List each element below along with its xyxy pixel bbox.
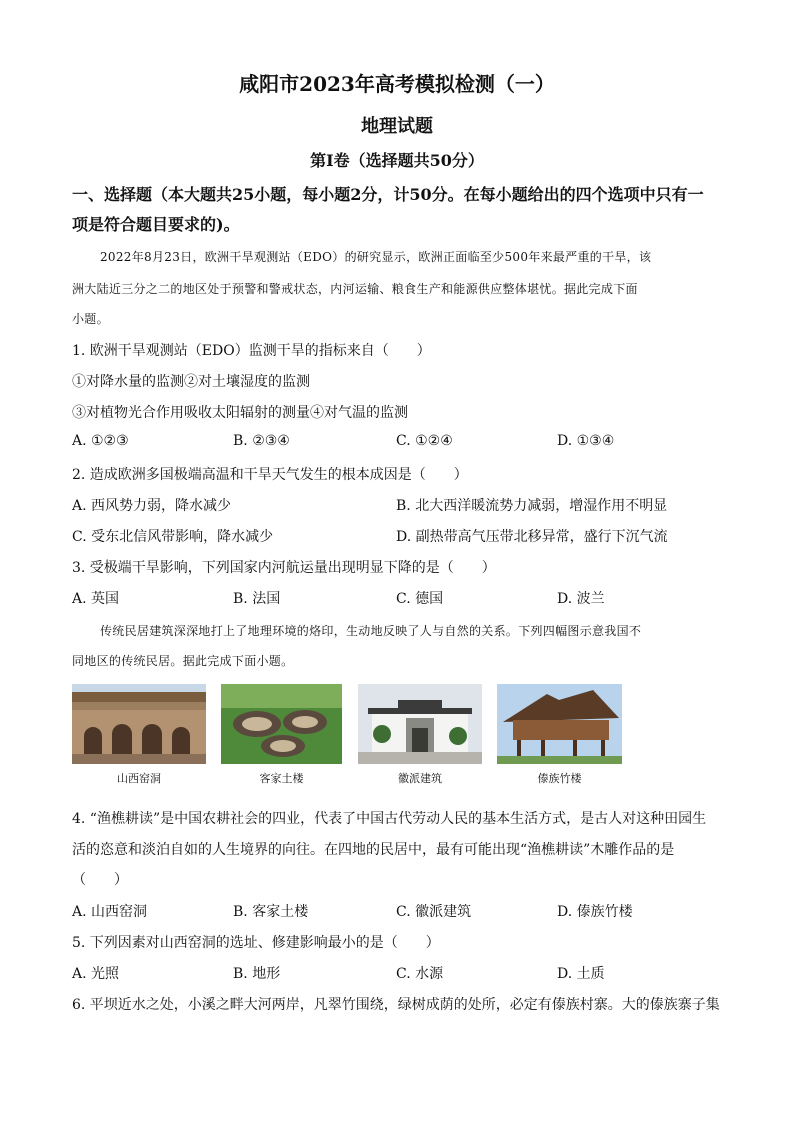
q4-stem-line3: （ ） (72, 872, 128, 888)
photo-caption-3: 徽派建筑 (398, 772, 442, 785)
q5-option-d: D. 土质 (557, 966, 605, 982)
q2-stem: 2. 造成欧洲多国极端高温和干旱天气发生的根本成因是（ ） (72, 467, 468, 483)
q1-option-d: D. ①③④ (557, 433, 615, 449)
q1-line2: ①对降水量的监测②对土壤湿度的监测 (72, 374, 310, 390)
q4-stem-line1: 4. “渔樵耕读”是中国农耕社会的四业，代表了中国古代劳动人民的基本生活方式，是古人对这种田园生 (72, 811, 707, 827)
q1-stem: 1. 欧洲干旱观测站（EDO）监测干旱的指标来自（ ） (72, 343, 431, 359)
photo-caption-4: 傣族竹楼 (537, 772, 582, 785)
q1-option-b: B. ②③④ (233, 433, 290, 449)
q5-option-b: B. 地形 (233, 966, 281, 982)
q3-option-d: D. 波兰 (557, 591, 605, 607)
photo-huizhou-architecture (358, 684, 482, 764)
q2-option-b: B. 北大西洋暖流势力减弱，增湿作用不明显 (396, 498, 668, 514)
q1-option-c: C. ①②④ (396, 433, 453, 449)
photo-caption-1: 山西窑洞 (117, 772, 161, 785)
photo-shanxi-cave-dwelling (72, 684, 206, 764)
q1-line3: ③对植物光合作用吸收太阳辐射的测量④对气温的监测 (72, 405, 408, 421)
q2-option-c: C. 受东北信风带影响，降水减少 (72, 529, 274, 545)
exam-title: 咸阳市2023年高考模拟检测（一） (239, 72, 555, 96)
q5-stem: 5. 下列因素对山西窑洞的选址、修建影响最小的是（ ） (72, 935, 440, 951)
photo-hakka-tulou (221, 684, 342, 764)
part-title: 第Ⅰ卷（选择题共50分） (310, 151, 484, 170)
section-heading-line2: 项是符合题目要求的)。 (72, 215, 240, 234)
photo-dai-bamboo-house (497, 684, 622, 764)
q5-option-a: A. 光照 (72, 966, 120, 982)
q3-stem: 3. 受极端干旱影响，下列国家内河航运量出现明显下降的是（ ） (72, 560, 496, 576)
section-heading-line1: 一、选择题（本大题共25小题，每小题2分，计50分。在每小题给出的四个选项中只有一 (72, 185, 704, 204)
q4-stem-line2: 活的恣意和淡泊自如的人生境界的向往。在四地的民居中，最有可能出现“渔樵耕读”木雕作品的是 (72, 842, 675, 858)
q4-option-b: B. 客家土楼 (233, 904, 309, 920)
subject-title: 地理试题 (361, 116, 433, 137)
passage1-line1: 2022年8月23日，欧洲干旱观测站（EDO）的研究显示，欧洲正面临至少500年来最严重的干旱，该 (100, 250, 652, 264)
q4-option-d: D. 傣族竹楼 (557, 904, 633, 920)
q2-option-d: D. 副热带高气压带北移异常，盛行下沉气流 (396, 529, 668, 545)
q2-option-a: A. 西风势力弱，降水减少 (72, 498, 232, 514)
q4-option-a: A. 山西窑洞 (72, 904, 148, 920)
passage2-line1: 传统民居建筑深深地打上了地理环境的烙印，生动地反映了人与自然的关系。下列四幅图示意我国不 (100, 624, 642, 638)
q3-option-c: C. 德国 (396, 591, 444, 607)
passage2-line2: 同地区的传统民居。据此完成下面小题。 (72, 654, 294, 668)
passage1-line3: 小题。 (72, 312, 109, 326)
q3-option-a: A. 英国 (72, 591, 120, 607)
q6-stem: 6. 平坝近水之处，小溪之畔大河两岸，凡翠竹围绕，绿树成荫的处所，必定有傣族村寨。大的傣族寨子集 (72, 997, 720, 1013)
q3-option-b: B. 法国 (233, 591, 281, 607)
passage1-line2: 洲大陆近三分之二的地区处于预警和警戒状态，内河运输、粮食生产和能源供应整体堪忧。据此完成下面 (72, 282, 638, 296)
q5-option-c: C. 水源 (396, 966, 444, 982)
q4-option-c: C. 徽派建筑 (396, 904, 472, 920)
q1-option-a: A. ①②③ (72, 433, 129, 449)
photo-caption-2: 客家土楼 (259, 772, 304, 785)
